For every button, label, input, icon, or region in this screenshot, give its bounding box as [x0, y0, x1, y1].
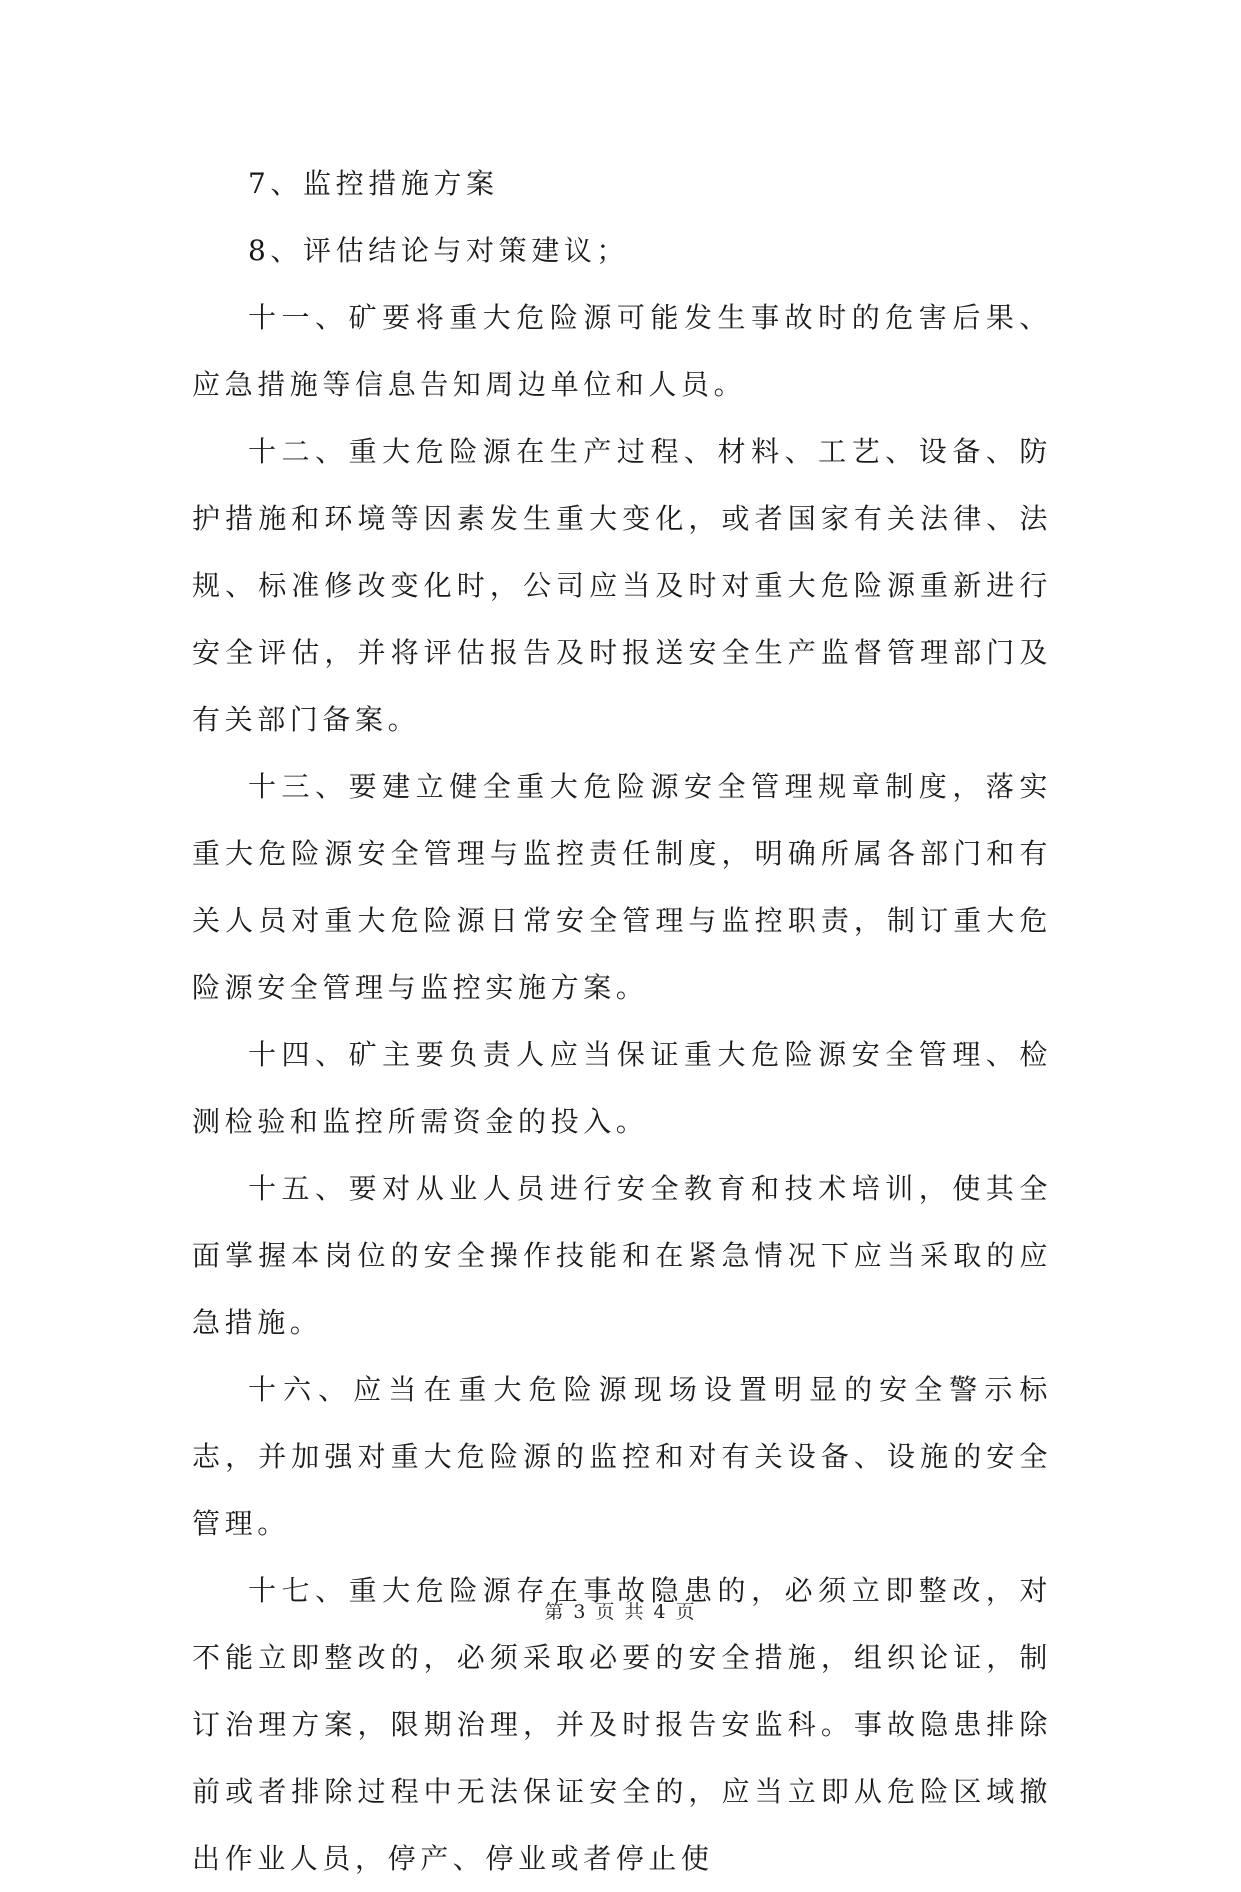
paragraph-item-7: 7、监控措施方案 — [248, 167, 499, 200]
paragraph-clause-14: 十四、矿主要负责人应当保证重大危险源安全管理、检测检验和监控所需资金的投入。 — [192, 1038, 1052, 1138]
paragraph-clause-17: 十七、重大危险源存在事故隐患的，必须立即整改，对不能立即整改的，必须采取必要的安全措施，组织论证，制订治理方案，限期治理，并及时报告安监科。事故隐患排除前或者排除过程中无法保证安全的，应当立即从危险区域撤出作业人员，停产、停业或者停止使 — [192, 1574, 1052, 1875]
paragraph-clause-12: 十二、重大危险源在生产过程、材料、工艺、设备、防护措施和环境等因素发生重大变化，或者国家有关法律、法规、标准修改变化时，公司应当及时对重大危险源重新进行安全评估，并将评估报告及时报送安全生产监督管理部门及有关部门备案。 — [192, 435, 1052, 736]
paragraph-clause-15: 十五、要对从业人员进行安全教育和技术培训，使其全面掌握本岗位的安全操作技能和在紧急情况下应当采取的应急措施。 — [192, 1172, 1052, 1339]
paragraph-item-8: 8、评估结论与对策建议； — [248, 234, 630, 267]
page-number-footer: 第 3 页 共 4 页 — [544, 1601, 697, 1623]
paragraph-clause-13: 十三、要建立健全重大危险源安全管理规章制度，落实重大危险源安全管理与监控责任制度，明确所属各部门和有关人员对重大危险源日常安全管理与监控职责，制订重大危险源安全管理与监控实施方案。 — [192, 770, 1052, 1004]
paragraph-clause-11: 十一、矿要将重大危险源可能发生事故时的危害后果、应急措施等信息告知周边单位和人员。 — [192, 301, 1052, 401]
document-body — [192, 150, 1052, 1892]
paragraph-clause-16: 十六、应当在重大危险源现场设置明显的安全警示标志，并加强对重大危险源的监控和对有关设备、设施的安全管理。 — [192, 1373, 1052, 1540]
